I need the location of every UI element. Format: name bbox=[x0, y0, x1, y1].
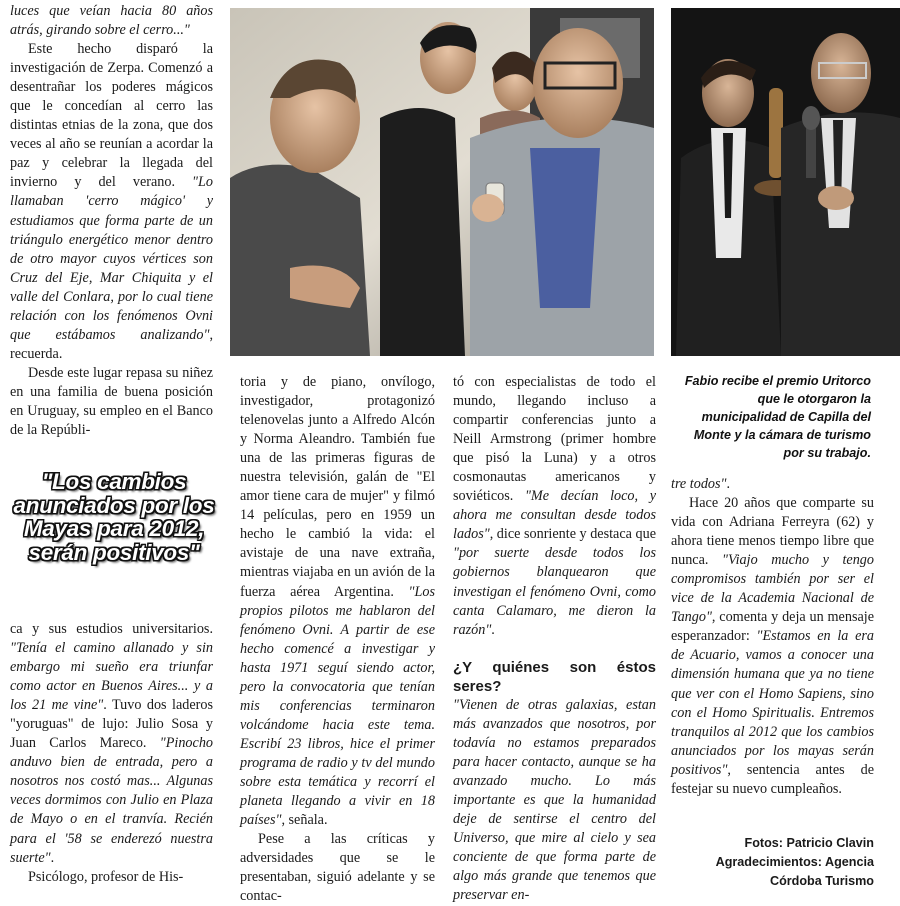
article-text: , sentencia antes de festejar su nuevo cumpleaños. bbox=[671, 761, 874, 797]
article-text: tó con especialistas de todo el mundo, llegando incluso a compartir conferencias junto a Neill Armstrong (primer hombre que pisó la Luna) y a otros cosmonautas americanos y soviéticos. bbox=[453, 374, 656, 505]
article-quote: "Estamos en la era de Acuario, vamos a conocer una dimensión humana que ya no tiene que ver con el Homo Sapiens, sino con el Homo Spiritualis. Entremos tranquilos al 2012 que los cambios anunciados por los mayas serán positivos" bbox=[671, 628, 875, 778]
photo-group-reception bbox=[230, 8, 654, 356]
article-column-1-bottom bbox=[10, 620, 213, 887]
article-quote: tre todos" bbox=[671, 476, 727, 492]
article-paragraph bbox=[671, 494, 874, 799]
article-text: . Tuvo dos laderos "yoruguas" de lujo: Julio Sosa y Juan Carlos Mareco. bbox=[10, 697, 214, 752]
photo-image bbox=[671, 8, 900, 356]
article-paragraph bbox=[671, 475, 874, 494]
article-quote: "Viajo mucho y tengo compromisos también por ser el vice de la Academia Nacional de Tango" bbox=[671, 552, 874, 626]
article-quote: "por suerte desde todos los gobiernos blanquearon que investigan el fenómeno Ovni, como canta Calamaro, me dieron la razón" bbox=[453, 545, 656, 638]
article-text: , recuerda. bbox=[10, 326, 213, 362]
article-quote: "Vienen de otras galaxias, estan más avanzados que nosotros, por todavía no estamos preparados para hacer contacto, aunque se ha avanzado mucho. Lo más importante es que la humanidad deje de sentirse el centro del Universo, que mire al cielo y sea conciente de que forma parte de algo más grande que tenemos que preservar en- bbox=[453, 696, 656, 904]
article-text: . bbox=[50, 849, 55, 866]
photo-award-ceremony bbox=[671, 8, 900, 356]
photo-caption: Fabio recibe el premio Uritorco que le otorgaron la municipalidad de Capilla del Monte y la cámara de turismo por su trabajo. bbox=[684, 374, 871, 460]
credits-line: Fotos: Patricio Clavin bbox=[744, 836, 874, 850]
article-text: , señala. bbox=[281, 812, 328, 829]
section-heading: ¿Y quiénes son éstos seres? bbox=[453, 658, 656, 695]
pull-quote: "Los cambios anunciados por los Mayas para 2012, serán positivos" bbox=[13, 469, 215, 565]
article-paragraph: Pese a las críticas y adversidades que se le presentaban, siguió adelante y se contac- bbox=[240, 831, 435, 905]
photo-image bbox=[230, 8, 654, 356]
article-quote: "Pinocho anduvo bien de entrada, pero a nosotros nos costó mas... Algunas veces dormimos con Julio en Plaza de Mayo o en el tranvía. Recién para el '58 se enderezó nuestra suerte" bbox=[10, 735, 214, 866]
article-paragraph bbox=[453, 373, 656, 640]
article-text: . bbox=[726, 476, 731, 492]
article-quote: "Los propios pilotos me hablaron del fenómeno Ovni. A partir de ese hecho comencé a investigar y hasta 1971 seguí siendo actor, pero la convocatoria que tenían mis conferencias terminaron volcándome hacia este tema. Escribí 23 libros, hice el primer programa de radio y tv del mundo sobre esta temática y recorrí el planeta llegando a vivir en 18 países" bbox=[240, 583, 435, 829]
article-column-4 bbox=[671, 475, 874, 799]
article-paragraph bbox=[240, 373, 435, 830]
article-quote: "Lo llamaban 'cerro mágico' y estudiamos que forma parte de un triángulo energético menor dentro de otro mayor cuyos vértices son Cruz del Eje, Mar Chiquita y el valle del Conlara, por lo cual tiene relación con los fenómenos Ovni que estábamos analizando" bbox=[10, 174, 213, 343]
article-text: ca y sus estudios universitarios. bbox=[10, 621, 213, 637]
article-column-1-top bbox=[10, 2, 213, 440]
article-paragraph: Desde este lugar repasa su niñez en una familia de buena posición en Uruguay, su empleo en el Banco de la Repúbli- bbox=[10, 364, 213, 439]
article-column-3 bbox=[453, 373, 656, 905]
article-text: Este hecho disparó la investigación de Zerpa. Comenzó a desentrañar los poderes mágicos que le concedían al cerro las distintas etnias de la zona, que dos veces al año se reunían a acordar la paz y celebrar la llegada del invierno y del verano. bbox=[10, 41, 213, 191]
article-text: . bbox=[491, 621, 495, 638]
article-paragraph bbox=[10, 40, 213, 364]
article-quote: "Me decían loco, y ahora me consultan desde todos lados" bbox=[453, 488, 656, 543]
article-quote: "Tenía el camino allanado y sin embargo mi sueño era triunfar como actor en Buenos Aires... y a los 21 me vine" bbox=[10, 640, 213, 714]
credits-line: Córdoba Turismo bbox=[769, 874, 874, 888]
credits-line: Agradecimientos: Agencia bbox=[715, 855, 874, 869]
article-paragraph: Psicólogo, profesor de His- bbox=[28, 868, 184, 885]
article-text: Hace 20 años que comparte su vida con Adriana Ferreyra (62) y ahora tiene menos tiempo libre que nunca. bbox=[671, 495, 874, 569]
article-text: toria y de piano, onvílogo, investigador, protagonizó telenovelas junto a Alfredo Alcón y Norma Aleandro. También fue una de las primeras figuras de nuestra televisión, galán de "El amor tiene cara de mujer" y filmó 14 películas, pero en 1959 un hecho le cambió la vida: el avistaje de una nave extraña, mientras viajaba en un avión de la fuerza aérea Argentina. bbox=[240, 374, 435, 600]
article-text: , dice sonriente y destaca que bbox=[489, 526, 656, 543]
article-paragraph bbox=[10, 620, 213, 868]
photo-credits bbox=[690, 834, 874, 891]
article-text: luces que veían hacia 80 años atrás, girando sobre el cerro..." bbox=[10, 3, 213, 39]
article-text: , comenta y deja un mensaje esperanzador: bbox=[671, 609, 874, 645]
article-column-2 bbox=[240, 373, 435, 906]
